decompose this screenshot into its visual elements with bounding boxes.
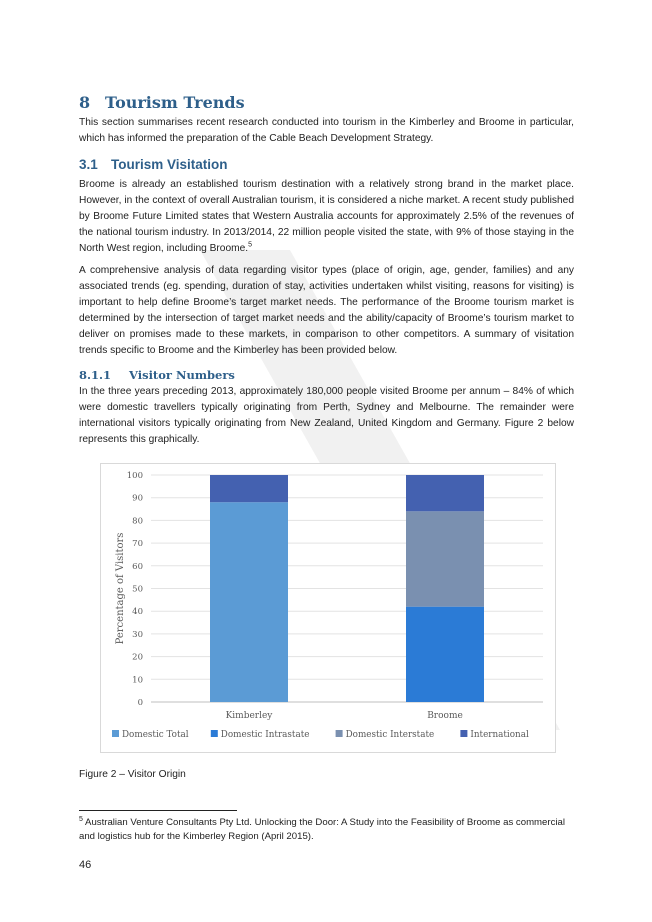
subsection-heading (79, 157, 228, 172)
subsection-number: 3.1 (79, 157, 98, 172)
legend-label: Domestic Intrastate (220, 730, 310, 740)
visitor-numbers-paragraph: In the three years preceding 2013, approximately 180,000 people visited Broome per annum – 84% of which were domestic travellers typically originating from Perth, Sydney and Melbourne. The remainder were international visitors typically originating from New Zealand, United Kingdom and Germany. Figure 2 below represents this graphically. (79, 386, 574, 445)
bar-kimberley-international (210, 475, 288, 502)
x-tick-label: Broome (427, 711, 463, 721)
y-tick-label: 0 (137, 698, 143, 708)
bar-kimberley-domestic-total (210, 502, 288, 702)
page-number: 46 (79, 859, 92, 871)
y-tick-label: 70 (132, 539, 143, 550)
y-tick-label: 30 (132, 629, 143, 640)
legend-label: Domestic Total (122, 730, 189, 740)
y-axis-label: Percentage of Visitors (115, 532, 126, 645)
chart-canvas (101, 464, 555, 752)
legend-swatch-domestic-intrastate (211, 730, 218, 737)
footnote-marker: 5 (79, 815, 83, 823)
y-tick-label: 50 (132, 584, 143, 595)
visitor-origin-chart (100, 463, 556, 753)
section-intro: This section summarises recent research conducted into tourism in the Kimberley and Broome in particular, which has informed the preparation of the Cable Beach Development Strategy. (79, 117, 574, 144)
footnote-separator (79, 810, 237, 811)
subsubsection-title: Visitor Numbers (129, 368, 235, 382)
legend-label: Domestic Interstate (345, 730, 435, 740)
bar-broome-international (406, 475, 484, 511)
subsection-title: Tourism Visitation (111, 157, 228, 172)
legend-label: International (470, 730, 529, 740)
bar-broome-domestic-interstate (406, 511, 484, 606)
x-tick-label: Kimberley (225, 711, 273, 721)
visitation-paragraph-1-text: Broome is already an established tourism destination with a relatively strong brand in the market place. However, in the context of overall Australian tourism, it is considered a niche market. A recent study published by Broome Future Limited states that Western Australia accounts for approximately 2.5% of the revenues of the national tourism industry. In 2013/2014, 22 million people visited the state, with 9% of those staying in the North West region, including Broome. (79, 179, 574, 254)
y-tick-label: 80 (132, 516, 143, 527)
subsubsection-heading (79, 368, 235, 382)
y-tick-label: 90 (132, 493, 143, 504)
footnote (79, 816, 574, 844)
legend-swatch-domestic-interstate (336, 730, 343, 737)
y-tick-label: 60 (132, 561, 143, 572)
footnote-text: Australian Venture Consultants Pty Ltd. Unlocking the Door: A Study into the Feasibility of Broome as commercial and logistics hub for the Kimberley Region (April 2015). (79, 817, 565, 842)
legend-swatch-international (460, 730, 467, 737)
subsubsection-number: 8.1.1 (79, 368, 112, 382)
section-title: Tourism Trends (105, 93, 245, 112)
bar-broome-domestic-intrastate (406, 607, 484, 702)
footnote-reference[interactable]: 5 (248, 241, 253, 249)
y-tick-label: 40 (132, 607, 143, 618)
legend-swatch-domestic-total (112, 730, 119, 737)
figure-caption: Figure 2 – Visitor Origin (79, 769, 186, 780)
y-tick-label: 20 (132, 652, 143, 663)
y-tick-label: 10 (132, 675, 143, 686)
visitation-paragraph-1 (79, 177, 574, 257)
y-tick-label: 100 (126, 471, 143, 481)
visitation-paragraph-2: A comprehensive analysis of data regarding visitor types (place of origin, age, gender, families) and any associated trends (eg. spending, duration of stay, activities undertaken whilst visiting, reasons for visiting) is important to help define Broome’s target market needs. The performance of the Broome tourism market is determined by the intersection of target market needs and the ability/capacity of Broome’s tourism market to deliver on promises made to these markets, in comparison to other competitors. A summary of visitation trends specific to Broome and the Kimberley has been provided below. (79, 265, 574, 356)
section-heading (79, 93, 245, 112)
section-number: 8 (79, 93, 91, 112)
